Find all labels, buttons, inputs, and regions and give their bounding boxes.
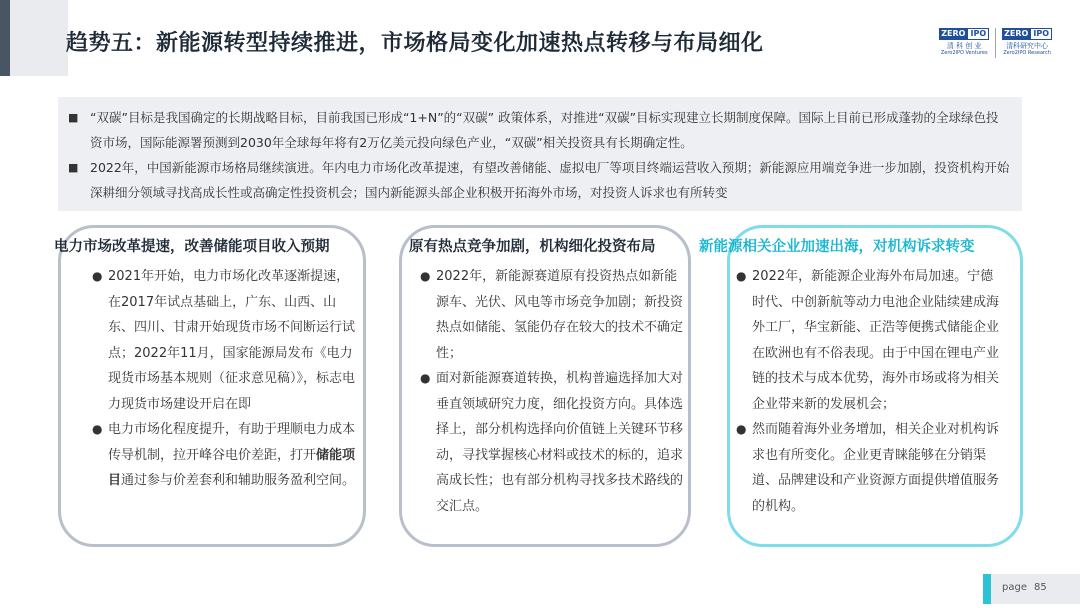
column-title-overseas-expansion: 新能源相关企业加速出海，对机构诉求转变 [699,239,975,255]
square-bullet-icon: ■ [68,161,79,174]
bullet-text: 然而随着海外业务增加，相关企业对机构诉求也有所变化。企业更青睐能够在分销渠道、品牌建设和产业资源方面提供增值服务的机构。 [752,422,1000,514]
bullet-text-bold: 储能项目 [108,447,356,488]
header-accent-bar [0,0,10,76]
dot-bullet-icon: ● [92,422,103,436]
dot-bullet-icon: ● [420,269,431,283]
logo-zero2ipo-research [1002,28,1052,56]
bullet-item [736,264,1004,417]
bullet-text-pre: 电力市场化程度提升，有助于理顺电力成本传导机制，拉开峰谷电价差距，打开 [108,422,356,463]
dot-bullet-icon: ● [92,269,103,283]
summary-box [58,97,1022,211]
logo-cn-text: 清 科 创 业 [946,42,982,50]
summary-text: 2022年，中国新能源市场格局继续演进。年内电力市场化改革提速，有望改善储能、虚拟电厂等项目终端运营收入预期；新能源应用端竞争进一步加剧，投资机构开始深耕细分领域寻找高成长性或高确定性投资机会；国内新能源头部企业积极开拓海外市场，对投资人诉求也有所转变 [90,160,1010,200]
bullet-item [92,264,362,417]
column-body-hotspot-competition [420,264,684,519]
page-label: page [1002,582,1027,593]
bullet-item [736,417,1004,519]
bullet-text: 面对新能源赛道转换，机构普遍选择加大对垂直领域研究力度，细化投资方向。具体选择上，部分机构选择向价值链上关键环节移动，寻找掌握核心材料或技术的标的，追求高成长性；也有部分机构寻找多技术路线的交汇点。 [436,371,684,514]
bullet-text: 2021年开始，电力市场化改革逐渐提速，在2017年试点基础上，广东、山西、山东、四川、甘肃开始现货市场不间断运行试点；2022年11月，国家能源局发布《电力现货市场基本规则（征求意见稿）》，标志电力现货市场建设开启在即 [108,269,356,412]
logo-mark-b: IPO [1030,28,1052,40]
column-body-power-market [92,264,362,494]
bullet-item [92,417,362,494]
square-bullet-icon: ■ [68,111,79,124]
logo-mark-b: IPO [967,28,989,40]
logo-zero2ipo-ventures [939,28,989,56]
dot-bullet-icon: ● [736,269,747,283]
dot-bullet-icon: ● [736,422,747,436]
logo-en-text: Zero2IPO Ventures [940,50,988,56]
header-accent-panel [10,0,68,76]
summary-item [68,105,1010,155]
summary-item [68,155,1010,205]
logo-mark-a: ZERO [941,29,966,38]
logo-cn-text: 清科研究中心 [1006,42,1049,50]
bullet-text: 2022年，新能源企业海外布局加速。宁德时代、中创新航等动力电池企业陆续建成海外工厂，华宝新能、正浩等便携式储能企业在欧洲也有不俗表现。由于中国在锂电产业链的技术与成本优势，海外市场或将为相关企业带来新的发展机会； [752,269,1000,412]
bullet-text: 2022年，新能源赛道原有投资热点如新能源车、光伏、风电等市场竞争加剧；新投资热点如储能、氢能仍存在较大的技术不确定性； [436,269,684,361]
bullet-item [420,264,684,366]
footer-accent-bar [983,574,991,604]
dot-bullet-icon: ● [420,371,431,385]
column-title-power-market: 电力市场改革提速，改善储能项目收入预期 [54,239,330,255]
summary-text: “双碳”目标是我国确定的长期战略目标，目前我国已形成“1+N”的“双碳” 政策体系，对推进“双碳”目标实现建立长期制度保障。国际上目前已形成蓬勃的全球绿色投资市场，国际能源署预测到2030年全球每年将有2万亿美元投向绿色产业，“双碳”相关投资具有长期确定性。 [90,110,999,150]
column-body-overseas-expansion [736,264,1004,519]
logo-divider [995,28,996,58]
bullet-text-post: 通过参与价差套利和辅助服务盈利空间。 [121,473,356,488]
logo-en-text: Zero2IPO Research [1003,50,1051,56]
page-number: 85 [1034,582,1047,593]
logo-mark-a: ZERO [1004,29,1029,38]
logo-group [939,28,1052,58]
page-title: 趋势五：新能源转型持续推进，市场格局变化加速热点转移与布局细化 [66,31,764,56]
column-title-hotspot-competition: 原有热点竞争加剧，机构细化投资布局 [409,239,656,255]
bullet-item [420,366,684,519]
